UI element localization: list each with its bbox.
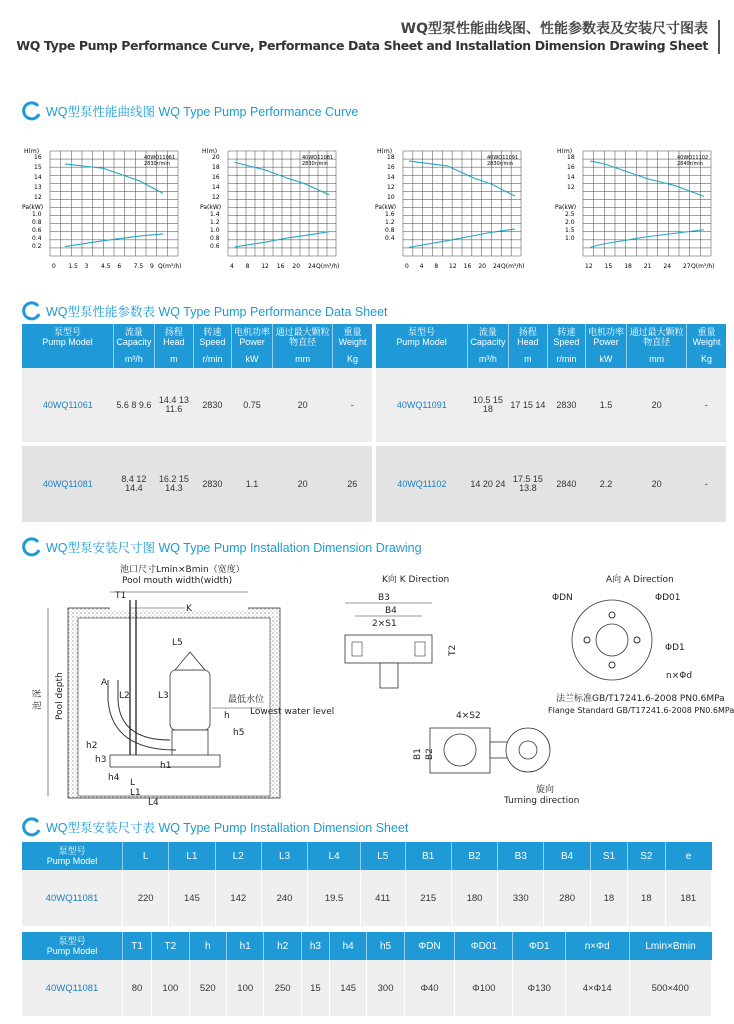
p-tick-label: 1.2 [385, 219, 395, 227]
x-tick-label: 24 [663, 263, 672, 270]
y-axis-label-h: H(m) [557, 148, 573, 155]
th-capacity: 流量 Capacity [468, 324, 509, 350]
turn-cn: 旋向 [536, 785, 555, 795]
x-tick-label: 4 [419, 263, 424, 270]
cell: 18 [628, 870, 665, 926]
header-divider [718, 20, 720, 54]
unit-blank [376, 350, 468, 368]
model-label: 40WQ11091 [487, 155, 519, 161]
cell-speed: 2830 [547, 368, 585, 442]
cell: 215 [405, 870, 451, 926]
x-tick-label: 24 [493, 263, 501, 270]
pool-depth-en: Pool depth [55, 672, 65, 720]
section-dim-title: WQ型泵安装尺寸表 WQ Type Pump Installation Dimension Sheet [46, 821, 409, 835]
table-row [376, 446, 726, 522]
th: L4 [308, 842, 361, 870]
lbl-S1: 2×S1 [372, 619, 397, 629]
unit: m [154, 350, 193, 368]
cell: 142 [215, 870, 261, 926]
x-tick-label: 21 [643, 263, 652, 270]
x-tick-label: 7.5 [133, 263, 144, 270]
curve-chart-1 [22, 145, 192, 270]
h-tick-label: 14 [567, 174, 575, 181]
lbl-K: K [186, 604, 192, 614]
th: B2 [451, 842, 497, 870]
cell-power: 2.2 [585, 446, 626, 522]
unit: m³/h [114, 350, 155, 368]
cell: 145 [169, 870, 215, 926]
cell: 80 [123, 960, 152, 1016]
x-tick-label: 8 [245, 263, 250, 270]
th-weight: 重量 Weight [687, 324, 726, 350]
cell-particle: 20 [627, 368, 687, 442]
x-tick-label: 24 [308, 263, 316, 270]
x-tick-label: 20 [292, 263, 301, 270]
page-title-cn: WQ型泵性能曲线图、性能参数表及安装尺寸图表 [400, 21, 708, 37]
h-tick-label: 16 [34, 154, 42, 161]
section-curve-heading [22, 100, 358, 122]
speed-label: 2830r/min [144, 161, 170, 167]
lbl-T1: T1 [115, 591, 127, 601]
unit: m³/h [468, 350, 509, 368]
th-model: 泵型号 Pump Model [22, 324, 114, 350]
th-speed: 转速 Speed [193, 324, 231, 350]
p-tick-label: 2.0 [565, 219, 575, 227]
lbl-D1: ΦD1 [665, 643, 685, 653]
th-model: 泵型号 Pump Model [376, 324, 468, 350]
p-tick-label: 1.0 [565, 235, 575, 243]
p-tick-label: 0.4 [385, 235, 395, 243]
cell-head: 14.4 13 11.6 [154, 368, 193, 442]
cell: 15 [301, 960, 329, 1016]
p-tick-label: 2.5 [565, 211, 575, 219]
section-dim-heading [22, 816, 408, 838]
cell-weight: - [687, 368, 726, 442]
x-tick-label: 4 [230, 263, 234, 270]
cell-capacity: 14 20 24 [468, 446, 509, 522]
dim-table-1 [22, 842, 712, 926]
page-title-en: WQ Type Pump Performance Curve, Performance Data Sheet and Installation Dimension Drawing Sheet [16, 38, 708, 53]
h-tick-label: 12 [34, 194, 42, 201]
x-tick-label: 18 [624, 263, 632, 270]
h-tick-label: 12 [387, 184, 395, 191]
cell-weight: 26 [333, 446, 372, 522]
x-axis-label: Q(m³/h) [501, 263, 525, 270]
th: S2 [628, 842, 665, 870]
a-direction-label: A向 A Direction [606, 575, 674, 585]
lbl-DN: ΦDN [552, 593, 573, 603]
cell-power: 1.5 [585, 368, 626, 442]
y-axis-label-h: H(m) [377, 148, 393, 155]
cell-model: 40WQ11081 [22, 446, 114, 522]
unit: kW [231, 350, 272, 368]
cell-model: 40WQ11102 [376, 446, 468, 522]
unit: Kg [333, 350, 372, 368]
cell-power: 0.75 [231, 368, 272, 442]
flange-std-cn: 法兰标准GB/T17241.6-2008 PN0.6MPa [556, 694, 725, 704]
lbl-T2: T2 [448, 644, 458, 656]
th-particle: 通过最大颗粒物直径 [273, 324, 333, 350]
lbl-h2: h2 [86, 741, 98, 751]
th-model: 泵型号 Pump Model [22, 842, 123, 870]
cell: 180 [451, 870, 497, 926]
lbl-h1: h1 [160, 761, 172, 771]
th: h5 [367, 932, 404, 960]
perf-table-left [22, 324, 372, 522]
h-tick-label: 14 [34, 174, 42, 181]
th: ΦDN [404, 932, 454, 960]
th: ΦD1 [513, 932, 565, 960]
x-tick-label: 15 [604, 263, 613, 270]
p-tick-label: 0.6 [32, 227, 42, 235]
p-tick-label: 0.6 [210, 243, 220, 251]
low-water-en: Lowest water level [250, 707, 335, 717]
p-tick-label: 1.4 [210, 211, 220, 219]
cell: 411 [360, 870, 405, 926]
cell: 100 [227, 960, 264, 1016]
pool-depth-cn: 池 深 [33, 689, 43, 710]
p-tick-label: 1.5 [565, 227, 575, 235]
cell-weight: - [687, 446, 726, 522]
th: S1 [590, 842, 627, 870]
curve-chart-2 [200, 145, 350, 270]
dim-table-2 [22, 932, 712, 1016]
cell-speed: 2840 [547, 446, 585, 522]
x-tick-label: 3 [84, 263, 89, 270]
cell: 240 [261, 870, 307, 926]
table-row [22, 446, 372, 522]
x-tick-label: 0 [405, 263, 409, 270]
unit: m [508, 350, 547, 368]
x-tick-label: 16 [463, 263, 472, 270]
speed-label: 2840r/min [677, 161, 703, 167]
cell-model: 40WQ11091 [376, 368, 468, 442]
section-data-heading [22, 300, 388, 322]
th-head: 扬程 Head [154, 324, 193, 350]
p-tick-label: 1.0 [32, 211, 42, 219]
y-axis-label-p: Pa(kW) [200, 203, 222, 211]
section-drawing-title: WQ型泵安装尺寸图 WQ Type Pump Installation Dimension Drawing [46, 541, 422, 555]
unit: kW [585, 350, 626, 368]
h-tick-label: 18 [387, 154, 395, 161]
lbl-B2: B2 [425, 748, 435, 760]
cell-weight: - [333, 368, 372, 442]
x-tick-label: 9 [150, 263, 154, 270]
lbl-L4: L4 [148, 798, 159, 808]
cell: Φ100 [455, 960, 513, 1016]
lbl-B3: B3 [378, 593, 390, 603]
th-model: 泵型号 Pump Model [22, 932, 123, 960]
section-circle-icon [22, 301, 42, 321]
unit-blank [22, 350, 114, 368]
lbl-D01: ΦD01 [655, 593, 681, 603]
th: h1 [227, 932, 264, 960]
unit: mm [627, 350, 687, 368]
section-circle-icon [22, 537, 42, 557]
cell-speed: 2830 [193, 368, 231, 442]
h-tick-label: 16 [387, 164, 395, 171]
cell: 500×400 [629, 960, 712, 1016]
lbl-h4: h4 [108, 773, 120, 783]
section-curve-title: WQ型泵性能曲线图 WQ Type Pump Performance Curve [46, 105, 359, 119]
section-data-title: WQ型泵性能参数表 WQ Type Pump Performance Data Sheet [46, 305, 388, 319]
lbl-h3: h3 [95, 755, 107, 765]
cell-capacity: 10.5 15 18 [468, 368, 509, 442]
flange-std-en: Flange Standard GB/T17241.6-2008 PN0.6MPa [548, 706, 734, 715]
curve-chart-3 [375, 145, 535, 270]
lbl-L: L [130, 778, 136, 788]
th: e [665, 842, 711, 870]
cell: 520 [189, 960, 226, 1016]
cell: 220 [123, 870, 169, 926]
lbl-S2: 4×S2 [456, 711, 481, 721]
cell-head: 17 15 14 [508, 368, 547, 442]
th: n×Φd [565, 932, 629, 960]
th: h4 [329, 932, 366, 960]
x-axis-label: Q(m³/h) [158, 263, 182, 270]
cell: 4×Φ14 [565, 960, 629, 1016]
section-circle-icon [22, 817, 42, 837]
cell: 19.5 [308, 870, 361, 926]
section-circle-icon [22, 101, 42, 121]
x-tick-label: 0 [52, 263, 56, 270]
h-tick-label: 20 [212, 154, 220, 161]
th: L1 [169, 842, 215, 870]
table-row [22, 870, 712, 926]
y-axis-label-h: H(m) [24, 148, 40, 155]
cell: Φ130 [513, 960, 565, 1016]
cell-model: 40WQ11081 [22, 870, 123, 926]
lbl-B1: B1 [413, 748, 423, 760]
y-axis-label-p: Pa(kW) [22, 203, 44, 211]
pump-motor [170, 670, 210, 730]
model-label: 40WQ11102 [677, 155, 709, 161]
k-bracket [345, 635, 432, 663]
cell-head: 16.2 15 14.3 [154, 446, 193, 522]
th: T2 [152, 932, 189, 960]
cell-speed: 2830 [193, 446, 231, 522]
x-tick-label: 16 [276, 263, 285, 270]
p-tick-label: 0.2 [32, 243, 42, 251]
th: Lmin×Bmin [629, 932, 712, 960]
th-particle: 通过最大颗粒物直径 [627, 324, 687, 350]
h-tick-label: 14 [387, 174, 395, 181]
th: L5 [360, 842, 405, 870]
lbl-h: h [224, 711, 230, 721]
x-tick-label: 20 [478, 263, 486, 270]
cell: 181 [665, 870, 711, 926]
lbl-L3: L3 [158, 691, 169, 701]
cell: 250 [264, 960, 301, 1016]
p-tick-label: 1.0 [210, 227, 220, 235]
p-tick-label: 1.2 [210, 219, 220, 227]
cell-capacity: 5.6 8 9.6 [114, 368, 155, 442]
p-tick-label: 0.4 [32, 235, 42, 243]
h-tick-label: 15 [34, 164, 42, 171]
th: h [189, 932, 226, 960]
p-tick-label: 0.8 [210, 235, 220, 243]
cell-particle: 20 [627, 446, 687, 522]
x-tick-label: 12 [261, 263, 269, 270]
th: h2 [264, 932, 301, 960]
cell-particle: 20 [273, 446, 333, 522]
lbl-L2: L2 [119, 691, 130, 701]
y-axis-label-h: H(m) [202, 148, 218, 155]
curve-chart-4 [555, 145, 725, 270]
th: ΦD01 [455, 932, 513, 960]
x-axis-label: Q(m³/h) [316, 263, 340, 270]
th: B1 [405, 842, 451, 870]
unit: mm [273, 350, 333, 368]
table-row [22, 960, 712, 1016]
lbl-B4: B4 [385, 606, 397, 616]
h-tick-label: 12 [212, 194, 220, 201]
x-tick-label: 4.5 [101, 263, 111, 270]
x-tick-label: 8 [434, 263, 439, 270]
section-drawing-heading [22, 536, 422, 558]
p-tick-label: 0.8 [385, 227, 395, 235]
h-tick-label: 18 [212, 164, 220, 171]
lbl-L1: L1 [130, 788, 141, 798]
th: B4 [544, 842, 590, 870]
th-weight: 重量 Weight [333, 324, 372, 350]
th-capacity: 流量 Capacity [114, 324, 155, 350]
cell-model: 40WQ11081 [22, 960, 123, 1016]
unit: r/min [547, 350, 585, 368]
k-direction-label: K向 K Direction [382, 575, 450, 585]
turn-en: Turning direction [504, 796, 580, 806]
x-tick-label: 12 [449, 263, 457, 270]
low-water-cn: 最低水位 [228, 695, 265, 705]
x-tick-label: 6 [117, 263, 122, 270]
cell-power: 1.1 [231, 446, 272, 522]
h-tick-label: 18 [567, 154, 575, 161]
h-tick-label: 16 [567, 164, 575, 171]
cell: 280 [544, 870, 590, 926]
x-axis-label: Q(m³/h) [691, 263, 715, 270]
th-power: 电机功率 Power [231, 324, 272, 350]
pool-mouth-cn: 池口尺寸Lmin×Bmin（宽度） [120, 565, 245, 575]
cell: 18 [590, 870, 627, 926]
cell: 300 [367, 960, 404, 1016]
y-axis-label-p: Pa(kW) [555, 203, 577, 211]
h-tick-label: 14 [212, 184, 220, 191]
installation-drawing [0, 560, 734, 810]
cell-head: 17.5 15 13.8 [508, 446, 547, 522]
th: T1 [123, 932, 152, 960]
model-label: 40WQ11081 [302, 155, 334, 161]
h-tick-label: 10 [387, 194, 395, 201]
h-tick-label: 16 [212, 174, 220, 181]
lbl-A: A [101, 678, 108, 688]
th: L2 [215, 842, 261, 870]
cell: 330 [498, 870, 544, 926]
unit: r/min [193, 350, 231, 368]
pool-mouth-en: Pool mouth width(width) [122, 576, 233, 586]
th: L3 [261, 842, 307, 870]
th: L [123, 842, 169, 870]
th-head: 扬程 Head [508, 324, 547, 350]
p-tick-label: 1.6 [385, 211, 395, 219]
table-row [376, 368, 726, 442]
x-tick-label: 12 [585, 263, 593, 270]
y-axis-label-p: Pa(kW) [375, 203, 397, 211]
h-tick-label: 13 [34, 184, 42, 191]
th-speed: 转速 Speed [547, 324, 585, 350]
cell: 100 [152, 960, 189, 1016]
lbl-h5: h5 [233, 728, 245, 738]
th: h3 [301, 932, 329, 960]
lbl-nd: n×Φd [666, 671, 693, 681]
perf-table-right [376, 324, 726, 522]
cell-particle: 20 [273, 368, 333, 442]
cell-capacity: 8.4 12 14.4 [114, 446, 155, 522]
h-tick-label: 12 [567, 184, 575, 191]
cell-model: 40WQ11061 [22, 368, 114, 442]
x-tick-label: 27 [683, 263, 691, 270]
model-label: 40WQ11061 [144, 155, 176, 161]
cell: 145 [329, 960, 366, 1016]
speed-label: 2830r/min [302, 161, 328, 167]
th-power: 电机功率 Power [585, 324, 626, 350]
cell: Φ40 [404, 960, 454, 1016]
unit: Kg [687, 350, 726, 368]
speed-label: 2830r/min [487, 161, 513, 167]
p-tick-label: 0.8 [32, 219, 42, 227]
lbl-L5: L5 [172, 638, 183, 648]
x-tick-label: 1.5 [68, 263, 78, 270]
th: B3 [498, 842, 544, 870]
table-row [22, 368, 372, 442]
